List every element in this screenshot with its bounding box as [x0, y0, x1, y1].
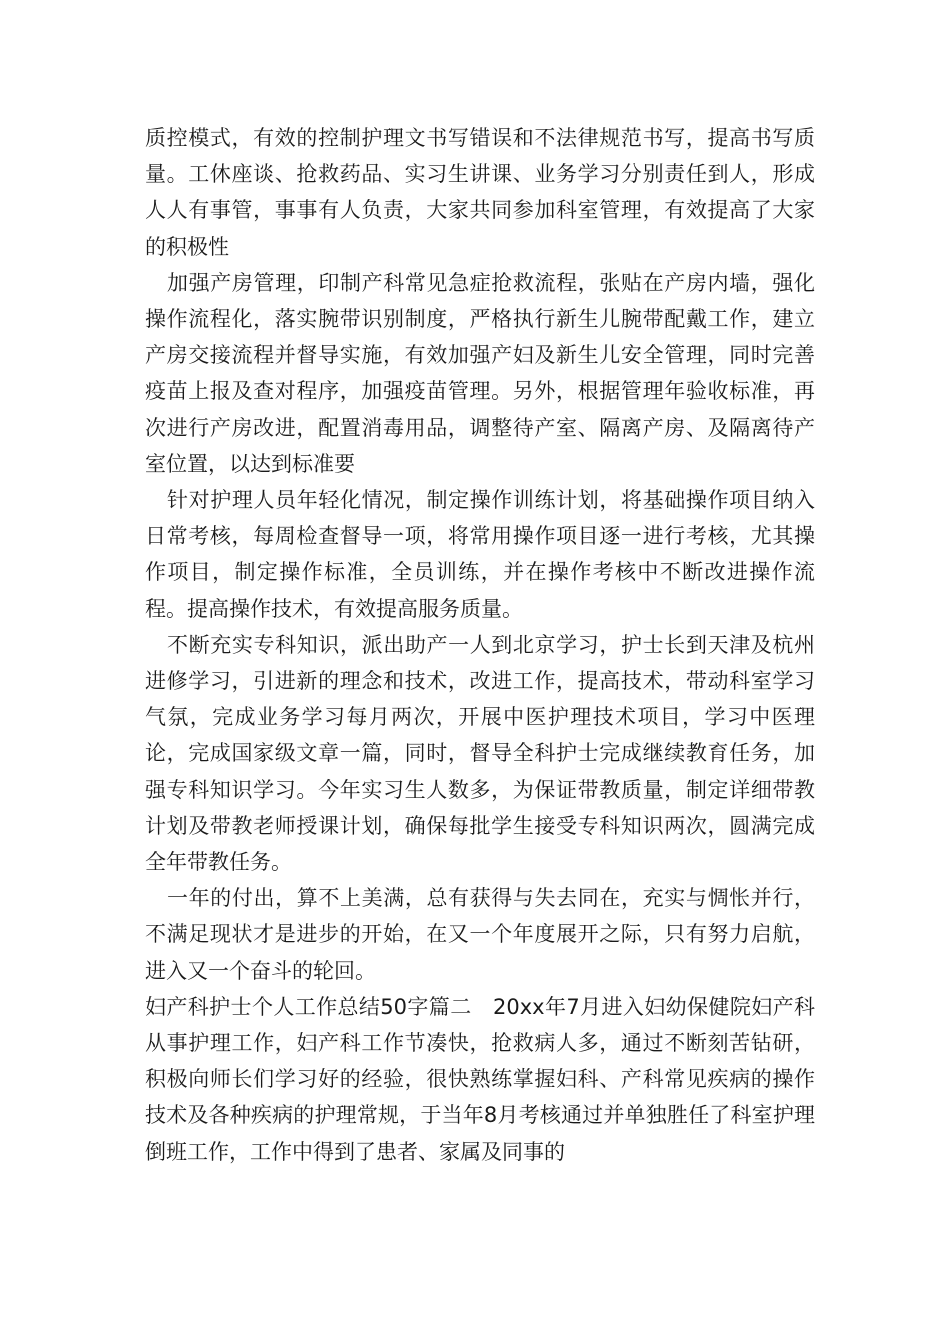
- document-body: [145, 120, 815, 1170]
- paragraph-3: 针对护理人员年轻化情况，制定操作训练计划，将基础操作项目纳入日常考核，每周检查督导一项，将常用操作项目逐一进行考核，尤其操作项目，制定操作标准，全员训练，并在操作考核中不断改进操作流程。提高操作技术，有效提高服务质量。: [145, 488, 815, 621]
- paragraph-4: 不断充实专科知识，派出助产一人到北京学习，护士长到天津及杭州进修学习，引进新的理念和技术，改进工作，提高技术，带动科室学习气氛，完成业务学习每月两次，开展中医护理技术项目，学习中医理论，完成国家级文章一篇，同时，督导全科护士完成继续教育任务，加强专科知识学习。今年实习生人数多，为保证带教质量，制定详细带教计划及带教老师授课计划，确保每批学生接受专科知识两次，圆满完成全年带教任务。: [145, 632, 815, 875]
- paragraph-6: 妇产科护士个人工作总结50字篇二 20xx年7月进入妇幼保健院妇产科从事护理工作，妇产科工作节凑快，抢救病人多，通过不断刻苦钻研，积极向师长们学习好的经验，很快熟练掌握妇科、产科常见疾病的操作技术及各种疾病的护理常规，于当年8月考核通过并单独胜任了科室护理倒班工作，工作中得到了患者、家属及同事的: [145, 994, 815, 1164]
- paragraph-1: 质控模式，有效的控制护理文书写错误和不法律规范书写，提高书写质量。工休座谈、抢救药品、实习生讲课、业务学习分别责任到人，形成人人有事管，事事有人负责，大家共同参加科室管理，有效提高了大家的积极性: [145, 126, 815, 259]
- paragraph-5: 一年的付出，算不上美满，总有获得与失去同在，充实与惆怅并行，不满足现状才是进步的开始，在又一个年度展开之际，只有努力启航，进入又一个奋斗的轮回。: [145, 886, 815, 983]
- paragraph-2: 加强产房管理，印制产科常见急症抢救流程，张贴在产房内墙，强化操作流程化，落实腕带识别制度，严格执行新生儿腕带配戴工作，建立产房交接流程并督导实施，有效加强产妇及新生儿安全管理，同时完善疫苗上报及查对程序，加强疫苗管理。另外，根据管理年验收标准，再次进行产房改进，配置消毒用品，调整待产室、隔离产房、及隔离待产室位置，以达到标准要: [145, 270, 815, 476]
